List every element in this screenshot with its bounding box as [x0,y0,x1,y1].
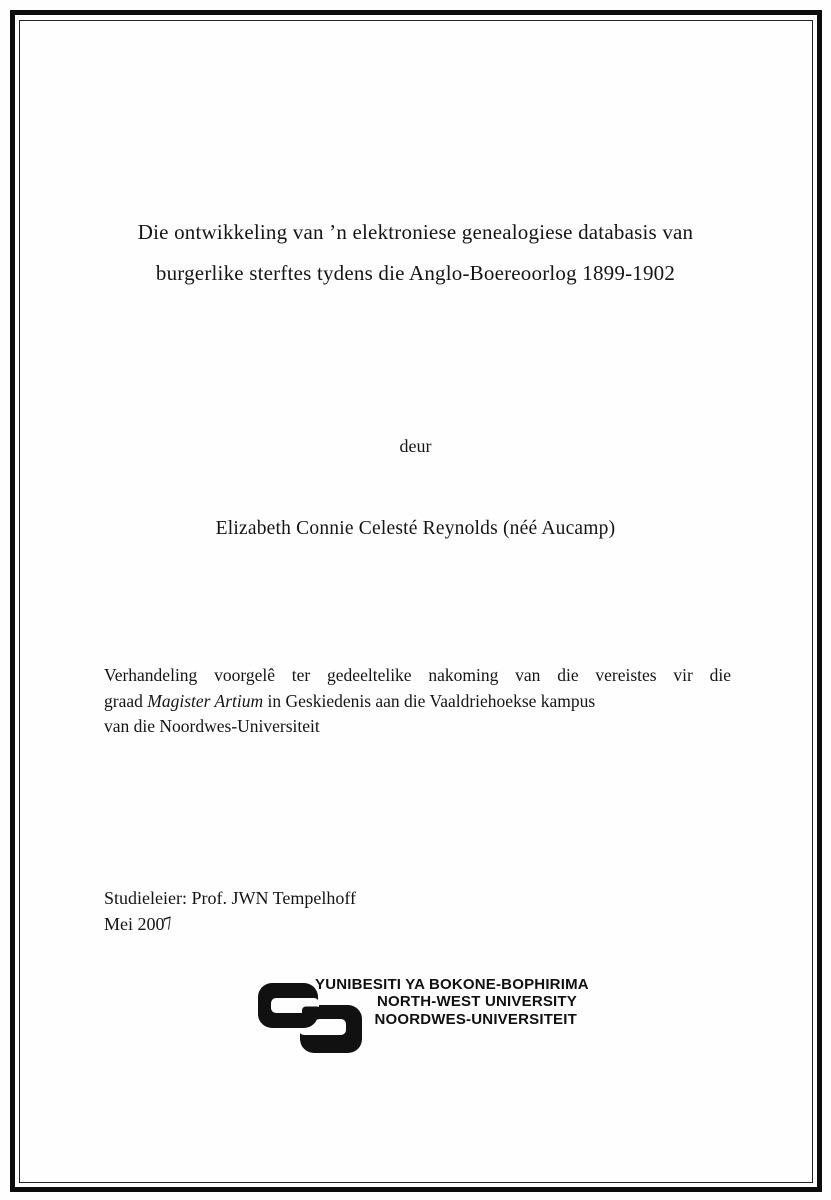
date-line [104,911,356,937]
university-logo [258,976,598,1056]
thesis-title-line2: burgerlike sterftes tydens die Anglo-Boereoorlog 1899-1902 [155,261,676,285]
declaration-line1: Verhandeling voorgelê ter gedeeltelike nakoming van die vereistes vir die [104,665,731,685]
supervisor-line: Studieleier: Prof. JWN Tempelhoff [104,888,357,908]
supervisor-and-date [104,885,356,937]
author-name: Elizabeth Connie Celesté Reynolds (néé Aucamp) [215,518,616,539]
declaration-line2 [104,689,731,715]
degree-name: Magister Artium [147,690,264,711]
date-last-digit: 7 [160,912,176,935]
thesis-title-line1: Die ontwikkeling van ’n elektroniese genealogiese databasis van [137,220,694,244]
byline-label: deur [399,436,432,456]
university-logo-text [315,976,589,1028]
submission-declaration [104,663,731,740]
logo-text-line1: YUNIBESITI YA BOKONE-BOPHIRIMA [315,976,589,993]
thesis-title [85,212,746,294]
date-prefix: Mei 200 [104,914,165,934]
logo-text-line3: NOORDWES-UNIVERSITEIT [374,1010,577,1028]
declaration-line2-pre: graad [104,690,148,711]
declaration-line3: van die Noordwes-Universiteit [104,716,320,736]
declaration-line2-post: in Geskiedenis aan die Vaaldriehoekse kampus [263,690,596,711]
logo-text-line2: NORTH-WEST UNIVERSITY [376,993,577,1011]
